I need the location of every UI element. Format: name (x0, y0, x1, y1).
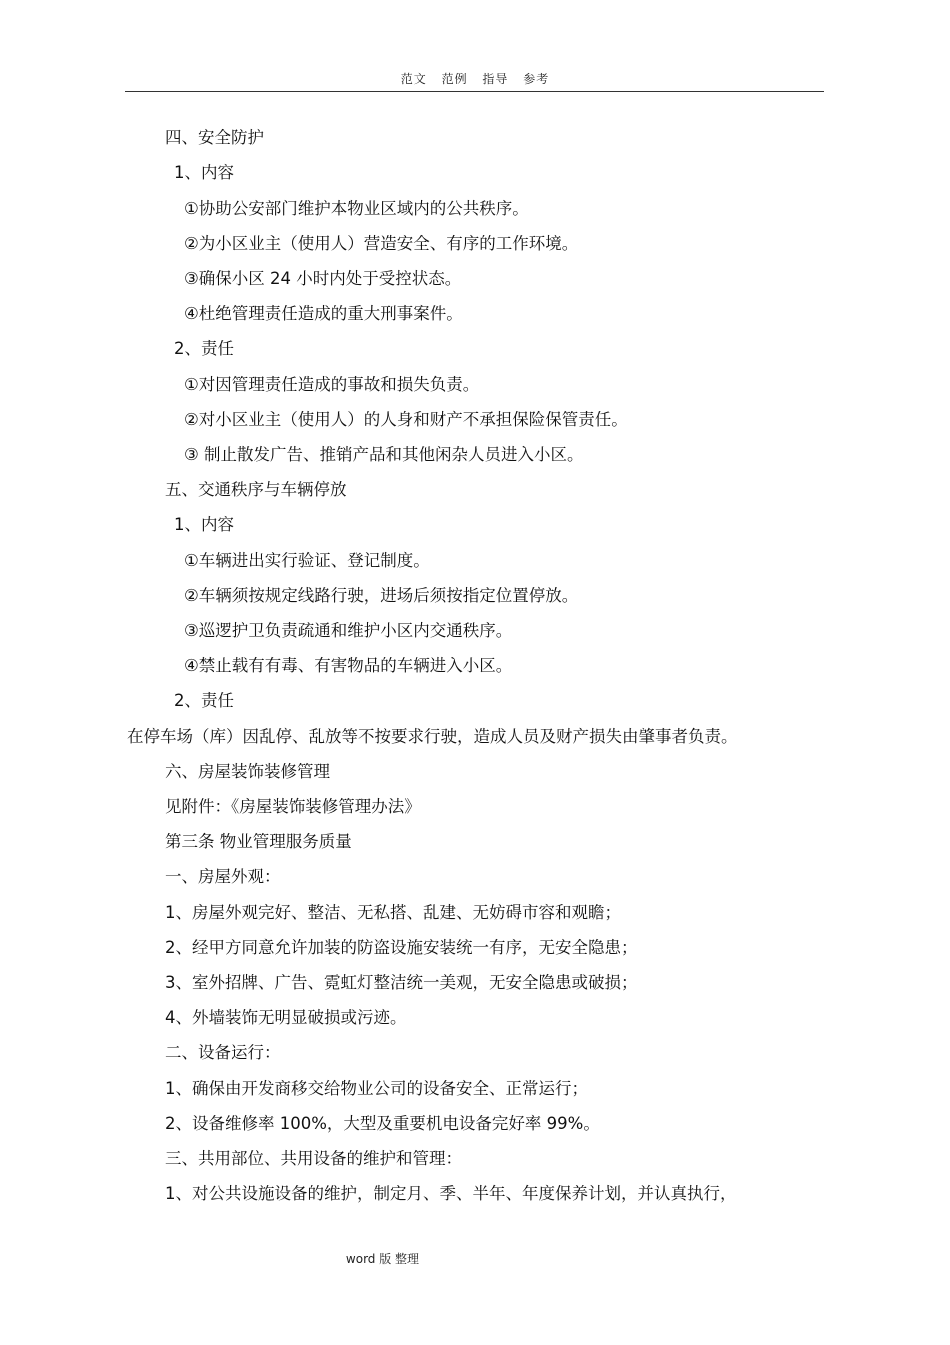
article-heading: 第三条 物业管理服务质量 (165, 832, 352, 851)
list-item: ③ 制止散发广告、推销产品和其他闲杂人员进入小区。 (184, 445, 584, 464)
header-divider (125, 91, 824, 92)
list-item: 2、经甲方同意允许加装的防盗设施安装统一有序，无安全隐患； (165, 938, 638, 957)
section-heading: 一、房屋外观： (165, 867, 281, 886)
list-item: ②车辆须按规定线路行驶，进场后须按指定位置停放。 (184, 586, 579, 605)
page-footer: word 版 整理 (345, 1252, 420, 1266)
header-item: 指导 (482, 72, 509, 86)
section-heading: 二、设备运行： (165, 1043, 281, 1062)
section-heading: 四、安全防护 (165, 128, 264, 147)
subsection-heading: 2、责任 (174, 339, 234, 358)
list-item: 3、室外招牌、广告、霓虹灯整洁统一美观，无安全隐患或破损； (165, 973, 638, 992)
list-item: 2、设备维修率 100%，大型及重要机电设备完好率 99%。 (165, 1114, 600, 1133)
section-heading: 五、交通秩序与车辆停放 (165, 480, 347, 499)
section-heading: 三、共用部位、共用设备的维护和管理： (165, 1149, 462, 1168)
list-item: 1、房屋外观完好、整洁、无私搭、乱建、无妨碍市容和观瞻； (165, 903, 621, 922)
list-item: ③巡逻护卫负责疏通和维护小区内交通秩序。 (184, 621, 513, 640)
list-item: 1、对公共设施设备的维护，制定月、季、半年、年度保养计划，并认真执行， (165, 1184, 737, 1203)
list-item: ②为小区业主（使用人）营造安全、有序的工作环境。 (184, 234, 579, 253)
list-item: ③确保小区 24 小时内处于受控状态。 (184, 269, 462, 288)
list-item: ④禁止载有有毒、有害物品的车辆进入小区。 (184, 656, 513, 675)
section-heading: 六、房屋装饰装修管理 (165, 762, 330, 781)
header-item: 范例 (441, 72, 468, 86)
list-item: 1、确保由开发商移交给物业公司的设备安全、正常运行； (165, 1079, 588, 1098)
subsection-heading: 1、内容 (174, 515, 234, 534)
paragraph: 在停车场（库）因乱停、乱放等不按要求行驶，造成人员及财产损失由肇事者负责。 (127, 727, 738, 746)
list-item: ①车辆进出实行验证、登记制度。 (184, 551, 430, 570)
subsection-heading: 2、责任 (174, 691, 234, 710)
paragraph: 见附件：《房屋装饰装修管理办法》 (165, 797, 421, 816)
list-item: ④杜绝管理责任造成的重大刑事案件。 (184, 304, 463, 323)
page-header (0, 70, 950, 87)
list-item: ①对因管理责任造成的事故和损失负责。 (184, 375, 480, 394)
subsection-heading: 1、内容 (174, 163, 234, 182)
header-item: 参考 (523, 72, 550, 86)
header-item: 范文 (400, 72, 427, 86)
list-item: 4、外墙装饰无明显破损或污迹。 (165, 1008, 407, 1027)
list-item: ②对小区业主（使用人）的人身和财产不承担保险保管责任。 (184, 410, 628, 429)
list-item: ①协助公安部门维护本物业区域内的公共秩序。 (184, 199, 529, 218)
